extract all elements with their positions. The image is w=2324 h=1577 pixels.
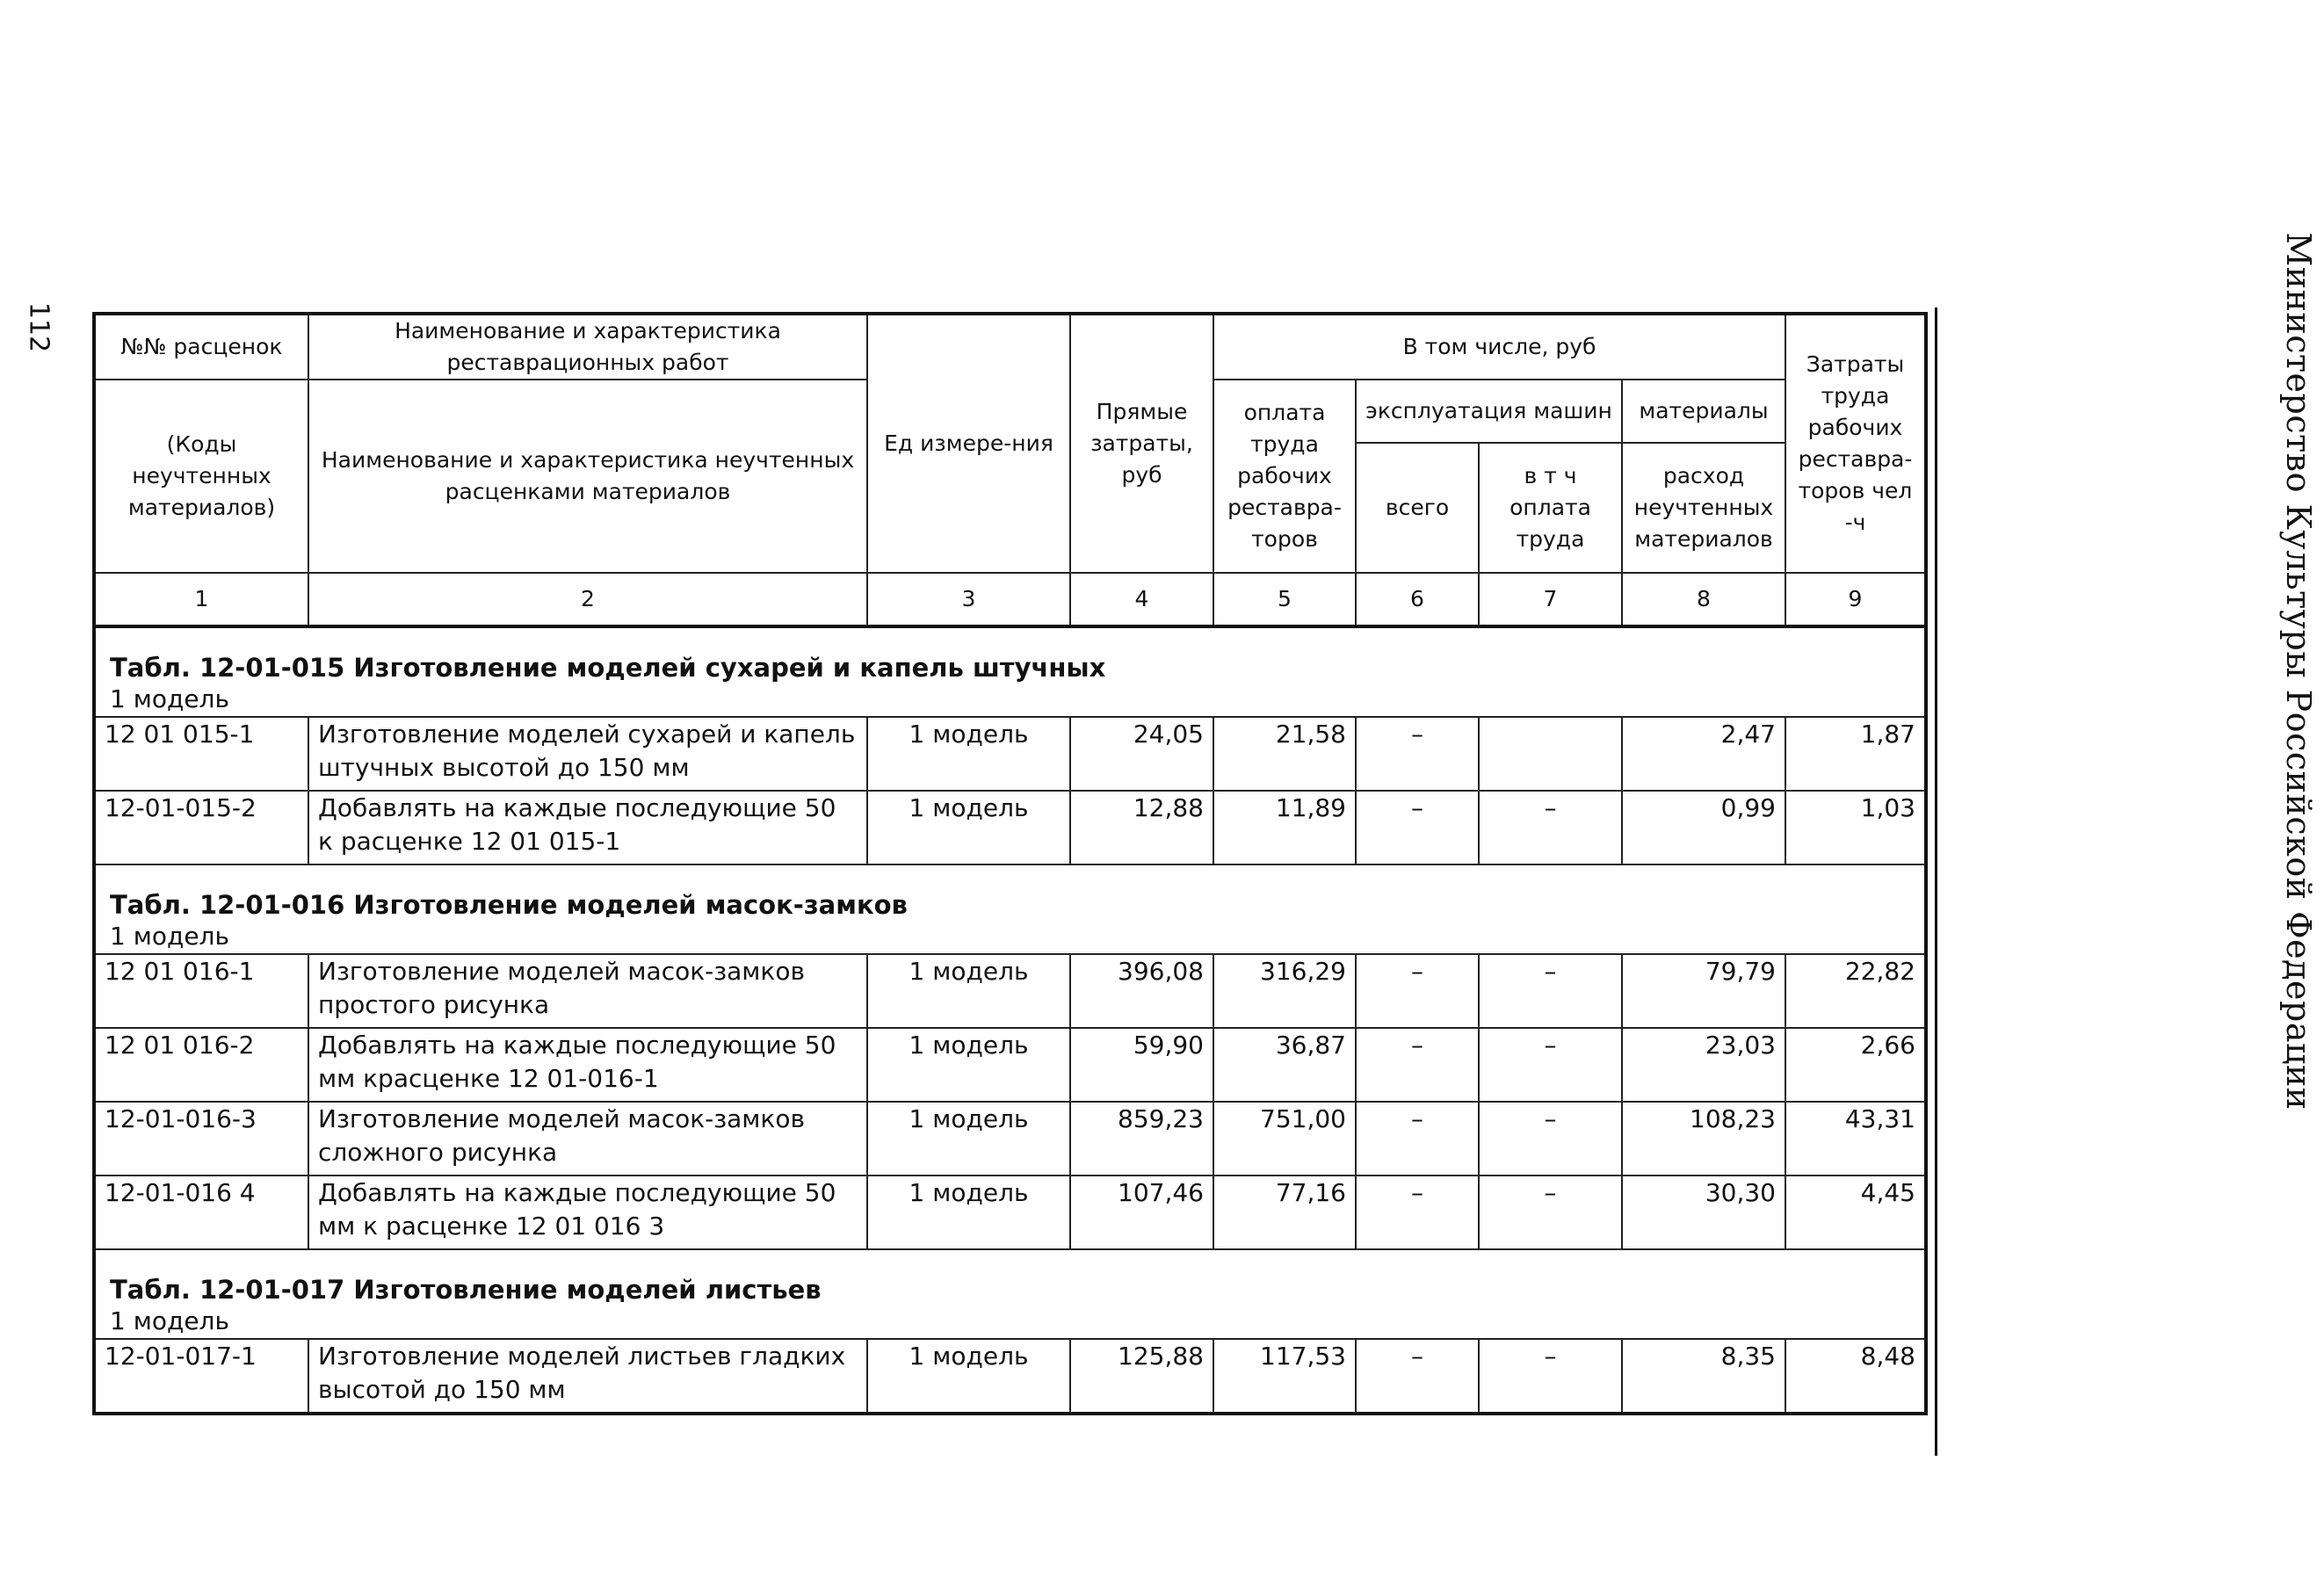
labor-cost: 21,58 — [1213, 717, 1356, 791]
header-col5: оплата труда рабочих реставра-торов — [1213, 380, 1356, 573]
machines-labor — [1479, 717, 1622, 791]
header-col1-top: №№ расценок — [94, 314, 308, 380]
labor-cost: 11,89 — [1213, 791, 1356, 864]
unit-cell: 1 модель — [867, 1102, 1070, 1176]
labor-hours: 1,87 — [1785, 717, 1926, 791]
labor-cost: 751,00 — [1213, 1102, 1356, 1176]
header-machines: эксплуатация машин — [1356, 380, 1622, 443]
header-col9: Затраты труда рабочих реставра-торов чел -ч — [1785, 314, 1926, 573]
column-number: 9 — [1785, 573, 1926, 626]
table-header — [94, 314, 1926, 626]
header-col6: всего — [1356, 443, 1479, 573]
section-header-row — [94, 1249, 1926, 1339]
labor-cost: 117,53 — [1213, 1339, 1356, 1414]
column-number: 7 — [1479, 573, 1622, 626]
machines-total: – — [1356, 791, 1479, 864]
machines-labor: – — [1479, 1339, 1622, 1414]
labor-hours: 2,66 — [1785, 1028, 1926, 1102]
direct-cost: 125,88 — [1070, 1339, 1213, 1414]
materials-cost: 0,99 — [1622, 791, 1785, 864]
table-body — [94, 626, 1926, 1414]
unit-cell: 1 модель — [867, 717, 1070, 791]
section-title: Табл. 12-01-015 Изготовление моделей сухарей и капель штучных — [110, 653, 1106, 683]
section-unit: 1 модель — [110, 684, 229, 713]
direct-cost: 24,05 — [1070, 717, 1213, 791]
machines-labor: – — [1479, 1102, 1622, 1176]
rate-code: 12 01 015-1 — [94, 717, 308, 791]
rates-table — [92, 312, 1928, 1415]
column-number: 6 — [1356, 573, 1479, 626]
machines-labor: – — [1479, 1176, 1622, 1249]
section-header-row — [94, 864, 1926, 954]
header-col2-top: Наименование и характеристика реставрационных работ — [308, 314, 867, 380]
machines-total: – — [1356, 1028, 1479, 1102]
column-number: 5 — [1213, 573, 1356, 626]
column-number: 8 — [1622, 573, 1785, 626]
labor-hours: 22,82 — [1785, 954, 1926, 1028]
materials-cost: 79,79 — [1622, 954, 1785, 1028]
header-col8: расход неучтенных материалов — [1622, 443, 1785, 573]
section-header-row — [94, 626, 1926, 717]
materials-cost: 30,30 — [1622, 1176, 1785, 1249]
table-row — [94, 1028, 1926, 1102]
machines-total: – — [1356, 1339, 1479, 1414]
unit-cell: 1 модель — [867, 1339, 1070, 1414]
work-name: Изготовление моделей листьев гладких высотой до 150 мм — [308, 1339, 867, 1414]
labor-cost: 36,87 — [1213, 1028, 1356, 1102]
section-title: Табл. 12-01-016 Изготовление моделей масок-замков — [110, 890, 908, 920]
table-row — [94, 1176, 1926, 1249]
work-name: Добавлять на каждые последующие 50 мм к расценке 12 01 016 3 — [308, 1176, 867, 1249]
rate-code: 12-01-017-1 — [94, 1339, 308, 1414]
header-group: В том числе, руб — [1213, 314, 1785, 380]
direct-cost: 396,08 — [1070, 954, 1213, 1028]
table-row — [94, 1102, 1926, 1176]
materials-cost: 8,35 — [1622, 1339, 1785, 1414]
labor-hours: 4,45 — [1785, 1176, 1926, 1249]
column-number: 4 — [1070, 573, 1213, 626]
unit-cell: 1 модель — [867, 1028, 1070, 1102]
rate-code: 12 01 016-2 — [94, 1028, 308, 1102]
section-header — [94, 1249, 1926, 1339]
column-number: 3 — [867, 573, 1070, 626]
header-col2-bottom: Наименование и характеристика неучтенных расценками материалов — [308, 380, 867, 573]
machines-labor: – — [1479, 791, 1622, 864]
column-numbers-row — [94, 573, 1926, 626]
materials-cost: 2,47 — [1622, 717, 1785, 791]
section-header — [94, 864, 1926, 954]
labor-hours: 8,48 — [1785, 1339, 1926, 1414]
ministry-rule — [1935, 307, 1937, 1456]
table-row — [94, 717, 1926, 791]
materials-cost: 23,03 — [1622, 1028, 1785, 1102]
work-name: Изготовление моделей сухарей и капель штучных высотой до 150 мм — [308, 717, 867, 791]
table-row — [94, 1339, 1926, 1414]
unit-cell: 1 модель — [867, 1176, 1070, 1249]
machines-labor: – — [1479, 1028, 1622, 1102]
rate-code: 12-01-016 4 — [94, 1176, 308, 1249]
table-row — [94, 791, 1926, 864]
labor-cost: 316,29 — [1213, 954, 1356, 1028]
unit-cell: 1 модель — [867, 791, 1070, 864]
rate-code: 12-01-015-2 — [94, 791, 308, 864]
machines-labor: – — [1479, 954, 1622, 1028]
header-col4: Прямые затраты, руб — [1070, 314, 1213, 573]
section-unit: 1 модель — [110, 922, 229, 951]
machines-total: – — [1356, 1102, 1479, 1176]
section-title: Табл. 12-01-017 Изготовление моделей листьев — [110, 1275, 822, 1305]
table-row — [94, 954, 1926, 1028]
section-header — [94, 626, 1926, 717]
work-name: Изготовление моделей масок-замков сложного рисунка — [308, 1102, 867, 1176]
machines-total: – — [1356, 954, 1479, 1028]
work-name: Добавлять на каждые последующие 50 к расценке 12 01 015-1 — [308, 791, 867, 864]
labor-hours: 1,03 — [1785, 791, 1926, 864]
direct-cost: 107,46 — [1070, 1176, 1213, 1249]
direct-cost: 59,90 — [1070, 1028, 1213, 1102]
column-number: 2 — [308, 573, 867, 626]
direct-cost: 859,23 — [1070, 1102, 1213, 1176]
work-name: Добавлять на каждые последующие 50 мм красценке 12 01-016-1 — [308, 1028, 867, 1102]
header-col7: в т ч оплата труда — [1479, 443, 1622, 573]
labor-cost: 77,16 — [1213, 1176, 1356, 1249]
header-col1-bottom: (Коды неучтенных материалов) — [94, 380, 308, 573]
materials-cost: 108,23 — [1622, 1102, 1785, 1176]
machines-total: – — [1356, 717, 1479, 791]
rate-code: 12 01 016-1 — [94, 954, 308, 1028]
column-number: 1 — [94, 573, 308, 626]
section-unit: 1 модель — [110, 1306, 229, 1335]
work-name: Изготовление моделей масок-замков простого рисунка — [308, 954, 867, 1028]
unit-cell: 1 модель — [867, 954, 1070, 1028]
labor-hours: 43,31 — [1785, 1102, 1926, 1176]
page-number: 112 — [23, 301, 54, 353]
machines-total: – — [1356, 1176, 1479, 1249]
direct-cost: 12,88 — [1070, 791, 1213, 864]
ministry-title: Министерство Культуры Российской Федерации — [2279, 232, 2318, 1110]
header-materials: материалы — [1622, 380, 1785, 443]
header-col3: Ед измере-ния — [867, 314, 1070, 573]
rate-code: 12-01-016-3 — [94, 1102, 308, 1176]
